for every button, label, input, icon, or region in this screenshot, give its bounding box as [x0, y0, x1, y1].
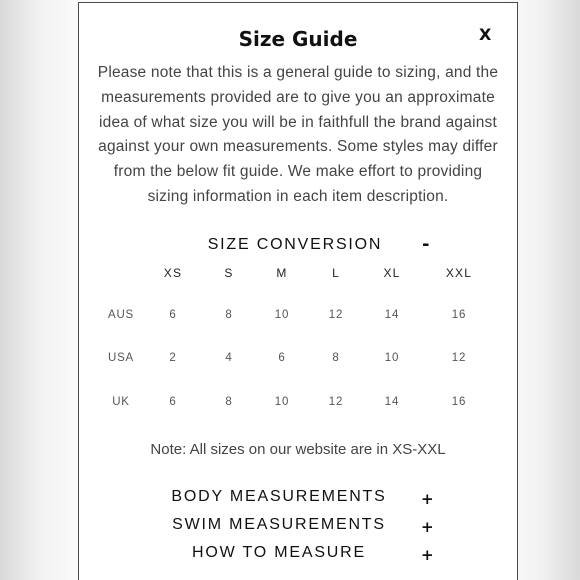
column-header-xs: XS: [163, 266, 183, 280]
close-button[interactable]: X: [479, 25, 492, 44]
table-cell: 12: [451, 352, 467, 364]
table-cell: 6: [169, 309, 177, 321]
table-cell: 10: [384, 352, 400, 364]
body-measurements-toggle[interactable]: [79, 488, 519, 512]
table-cell: 16: [451, 309, 467, 321]
column-header-m: M: [276, 266, 288, 280]
table-cell: 8: [225, 396, 233, 408]
collapse-icon[interactable]: -: [422, 234, 430, 255]
how-to-measure-toggle[interactable]: [79, 544, 519, 568]
table-cell: 16: [451, 396, 467, 408]
row-label-uk: UK: [112, 396, 130, 408]
column-header-s: S: [224, 266, 234, 280]
row-label-aus: AUS: [107, 309, 135, 321]
size-guide-modal: [78, 2, 518, 580]
column-header-xxl: XXL: [445, 266, 473, 280]
table-cell: 14: [384, 309, 400, 321]
expand-icon[interactable]: +: [421, 490, 434, 508]
table-cell: 4: [225, 352, 233, 364]
table-cell: 6: [278, 352, 286, 364]
expand-icon[interactable]: +: [421, 518, 434, 536]
sizes-note: Note: All sizes on our website are in XS-XXL: [150, 441, 446, 458]
intro-text: Please note that this is a general guide to sizing, and the measurements provided are to give you an approximate idea of what size you will be in faithfull the brand against against your own measurements. Some styles may differ from the below fit guide. We make effort to providing sizing information in each item description.: [97, 64, 499, 205]
column-header-xl: XL: [383, 266, 401, 280]
table-cell: 10: [274, 309, 290, 321]
modal-title: Size Guide: [238, 27, 358, 51]
size-conversion-title[interactable]: SIZE CONVERSION: [207, 236, 383, 253]
table-cell: 6: [169, 396, 177, 408]
table-cell: 8: [225, 309, 233, 321]
column-header-l: L: [332, 266, 340, 280]
accordion-label: HOW TO MEASURE: [192, 544, 366, 561]
table-cell: 12: [328, 309, 344, 321]
table-cell: 12: [328, 396, 344, 408]
row-label-usa: USA: [107, 352, 135, 364]
accordion-label: SWIM MEASUREMENTS: [172, 516, 386, 533]
table-cell: 2: [169, 352, 177, 364]
accordion-label: BODY MEASUREMENTS: [171, 488, 387, 505]
table-cell: 8: [332, 352, 340, 364]
table-cell: 10: [274, 396, 290, 408]
expand-icon[interactable]: +: [421, 546, 434, 564]
swim-measurements-toggle[interactable]: [79, 516, 519, 540]
table-cell: 14: [384, 396, 400, 408]
